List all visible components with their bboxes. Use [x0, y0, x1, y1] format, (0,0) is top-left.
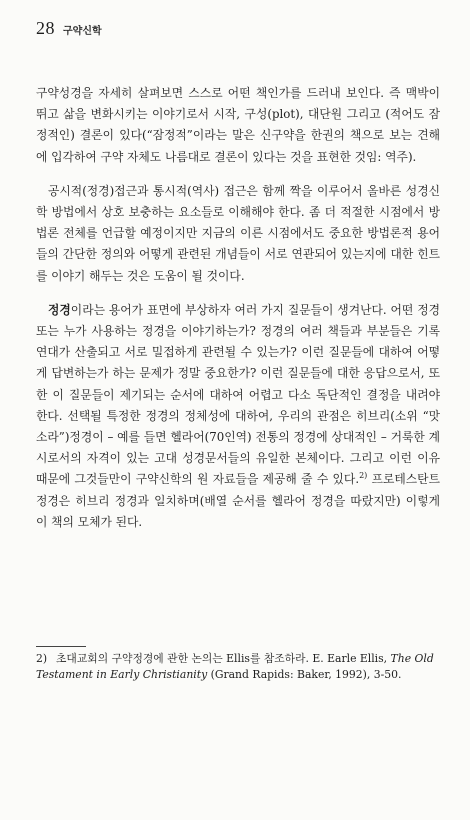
footnote-text-after: (Grand Rapids: Baker, 1992), 3-50.	[207, 668, 402, 681]
paragraph-3-body: 이라는 용어가 표면에 부상하자 여러 가지 질문들이 생겨난다. 어떤 정경 또는 누가 사용하는 정경을 이야기하는가? 정경의 여러 책들과 부분들은 기록연대가 산출되고 서로 밀접하게 관련될 수 있는가? 이런 질문들에 대하여 어떻게 답변하는가 하는 문제가 정말 중요한가? 이런 질문들에 대한 응답으로서, 또한 이 질문들이 제기되는 순서에 대하여 어렵고 다소 독단적인 결정을 내려야 한다. 선택될 특정한 정경의 정체성에 대하여, 우리의 관점은 히브리(소위 “맛소라”)정경이 – 예를 들면 헬라어(70인역) 전통의 정경에 상대적인 – 거룩한 계시로서의 자격이 있는 고대 성경문서들의 유일한 본체이다. 그리고 이런 이유 때문에 그것들만이 구약신학의 원 자료들을 제공해 줄 수 있다.	[36, 302, 440, 487]
footnote-reference[interactable]: 2)	[359, 471, 368, 481]
footnote-book-title: The Old Testament in Early Christianity	[36, 652, 434, 681]
footnote-divider	[36, 646, 86, 647]
footnote	[36, 651, 440, 683]
paragraph-3-tail: 프로테스탄트 정경은 히브리 정경과 일치하며(배열 순서를 헬라어 정경을 따랐지만) 이렇게 이 책의 모체가 된다.	[36, 472, 440, 529]
footnote-text-before: 초대교회의 구약정경에 관한 논의는 Ellis를 참조하라. E. Earle Ellis,	[56, 652, 391, 665]
footnote-number: 2)	[36, 652, 48, 665]
body-text	[36, 83, 440, 533]
running-title: 구약신학	[63, 26, 102, 37]
paragraph-2: 공시적(정경)접근과 통시적(역사) 접근은 함께 짝을 이루어서 올바른 성경신학 방법에서 상호 보충하는 요소들로 이해해야 한다. 좀 더 적절한 시점에서 방법론 전체를 언급할 예정이지만 지금의 이른 시점에서도 중요한 방법론적 용어들의 간단한 정의와 어떻게 관련된 개념들이 서로 연관되어 있는지에 대한 힌트를 이야기 해두는 것은 도움이 될 것이다.	[36, 183, 440, 283]
paragraph-3	[36, 300, 440, 533]
page-number: 28	[36, 18, 55, 38]
paragraph-1: 구약성경을 자세히 살펴보면 스스로 어떤 책인가를 드러내 보인다. 즉 맥박이 뛰고 삶을 변화시키는 이야기로서 시작, 구성(plot), 대단원 그리고 (적어도 잠정적인) 결론이 있다(“잠정적”이라는 말은 신구약을 한권의 책으로 보는 견해에 입각하여 구약 자체도 나름대로 결론이 있다는 것을 표현한 것임: 역주).	[36, 86, 440, 164]
page-header	[36, 18, 102, 39]
canon-term: 정경	[48, 302, 71, 317]
